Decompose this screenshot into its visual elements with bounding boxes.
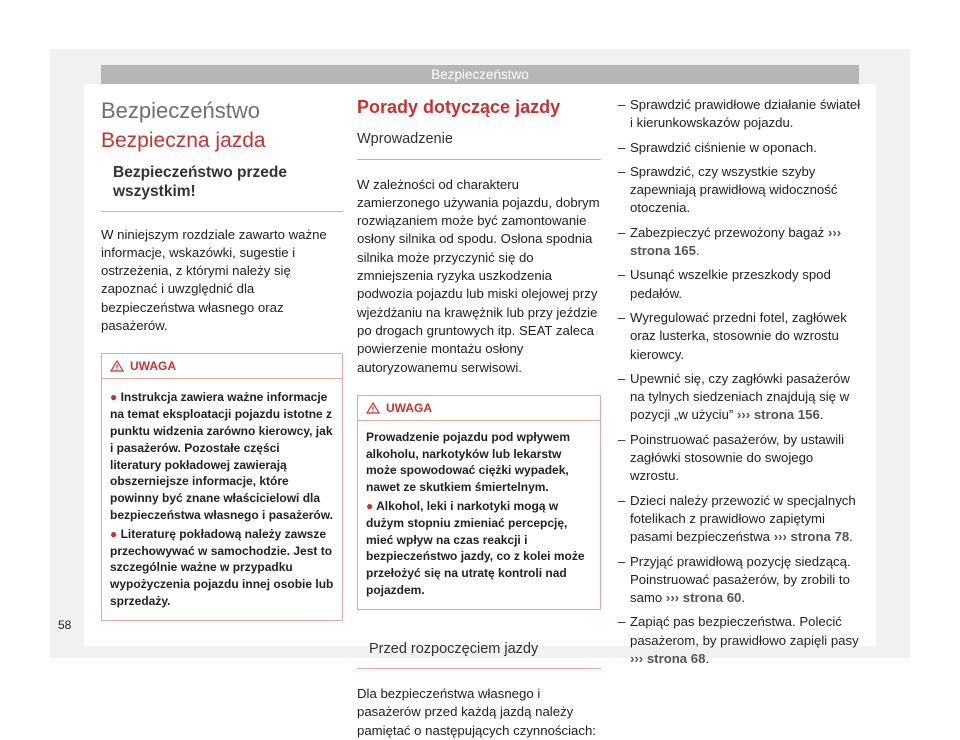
bullet-icon: ● [110, 390, 118, 405]
list-item: – Upewnić się, czy zagłówki pasażerów na tylnych siedzeniach znajdują się w pozycji „w użyciu” ››› strona 156. [618, 370, 862, 425]
subchapter-title: Wprowadzenie [357, 130, 601, 159]
checklist [618, 96, 862, 668]
bullet-icon: ● [110, 526, 118, 541]
list-item: – Sprawdzić, czy wszystkie szyby zapewniają prawidłową widoczność otoczenia. [618, 163, 862, 218]
list-item: – Zapiąć pas bezpieczeństwa. Polecić pasażerom, by prawidłowo zapięli pasy ››› strona 68. [618, 613, 862, 668]
warning-item [110, 389, 334, 523]
page-reference-link[interactable]: ››› strona 78 [773, 529, 850, 545]
column-left [101, 96, 343, 621]
bullet-icon: ● [366, 499, 374, 514]
list-item: – Zabezpieczyć przewożony bagaż ››› strona 165. [618, 224, 862, 261]
warning-triangle-icon [110, 360, 124, 372]
page-reference-link[interactable]: ››› strona 156 [737, 407, 820, 423]
section-banner: Bezpieczeństwo [101, 65, 859, 84]
list-item: – Sprawdzić prawidłowe działanie świateł i kierunkowskazów pojazdu. [618, 96, 862, 133]
intro-paragraph: Dla bezpieczeństwa własnego i pasażerów przed każdą jazdą należy pamiętać o następujących czynnościach: [357, 686, 596, 738]
column-right [618, 96, 862, 674]
warning-item [366, 498, 592, 599]
warning-lead: Prowadzenie pojazdu pod wpływem alkoholu, narkotyków lub lekarstw może spowodować ciężki wypadek, nawet ze skutkiem śmiertelnym. [366, 429, 571, 495]
list-item: – Wyregulować przedni fotel, zagłówek oraz lusterka, stosownie do wzrostu kierowcy. [618, 309, 862, 364]
intro-paragraph: W zależności od charakteru zamierzonego używania pojazdu, dobrym rozwiązaniem może być zamontowanie osłony silnika od spodu. Osłona spodnia silnika może przyczynić się do zmniejszenia ryzyka uszkodzenia podwozia pojazdu lub miski olejowej przy wjeżdżaniu na krawężnik lub przy jeździe po drogach gruntowych itp. SEAT zaleca powierzenie montażu osłony autoryzowanemu serwisowi. [357, 176, 600, 375]
list-item: – Przyjąć prawidłową pozycję siedzącą. Poinstruować pasażerów, by zrobili to samo ››› strona 60. [618, 553, 862, 608]
warning-item [110, 526, 334, 610]
warning-box [101, 353, 343, 620]
warning-triangle-icon [366, 402, 380, 414]
chapter-title: Bezpieczna jazda [101, 129, 266, 153]
intro-paragraph: W niniejszym rozdziale zawarto ważne informacje, wskazówki, sugestie i ostrzeżenia, z którymi należy się zapoznać i uwzględnić dla bezpieczeństwa własnego oraz pasażerów. [101, 226, 327, 334]
warning-label: UWAGA [130, 359, 176, 374]
list-item: – Poinstruować pasażerów, by ustawili zagłówki stosownie do swojego wzrostu. [618, 431, 862, 486]
warning-label: UWAGA [386, 400, 432, 415]
subchapter-title: Bezpieczeństwo przede wszystkim! [101, 163, 343, 212]
subchapter-title: Przed rozpoczęciem jazdy [357, 640, 601, 669]
warning-item-text: Alkohol, leki i narkotyki mogą w dużym stopniu zmieniać percepcję, mieć wpływ na czas reakcji i bezpieczeństwo jazdy, co z kolei może przełożyć się na utratę kontroli nad pojazdem. [366, 499, 585, 598]
warning-body [102, 379, 342, 619]
column-middle [357, 96, 601, 740]
warning-box [357, 395, 601, 610]
warning-item-text: Literaturę pokładową należy zawsze przechowywać w samochodzie. Jest to szczególnie ważne w przypadku wypożyczenia pojazdu innej osobie lub sprzedaży. [110, 526, 334, 608]
chapter-title: Porady dotyczące jazdy [357, 97, 561, 117]
warning-item-text: Instrukcja zawiera ważne informacje na temat eksploatacji pojazdu istotne z punktu widzenia zarówno kierowcy, jak i pasażerów. Pozostałe części literatury pokładowej zawierają obszerniejsze informacje, które powinny być znane właścicielowi dla bezpieczeństwa własnego i pasażerów. [110, 390, 333, 522]
list-item: – Dzieci należy przewozić w specjalnych fotelikach z prawidłowo zapiętymi pasami bezpieczeństwa ››› strona 78. [618, 492, 862, 547]
list-item: – Sprawdzić ciśnienie w oponach. [618, 139, 862, 157]
page-number: 58 [58, 618, 72, 632]
list-item: – Usunąć wszelkie przeszkody spod pedałów. [618, 266, 862, 303]
section-title: Bezpieczeństwo [101, 98, 260, 123]
page-reference-link[interactable]: ››› strona 165 [630, 224, 842, 259]
page-reference-link[interactable]: ››› strona 60 [665, 590, 742, 606]
page-reference-link[interactable]: ››› strona 68 [630, 651, 706, 667]
warning-header [358, 396, 600, 421]
warning-body [358, 421, 600, 609]
warning-header [102, 354, 342, 379]
